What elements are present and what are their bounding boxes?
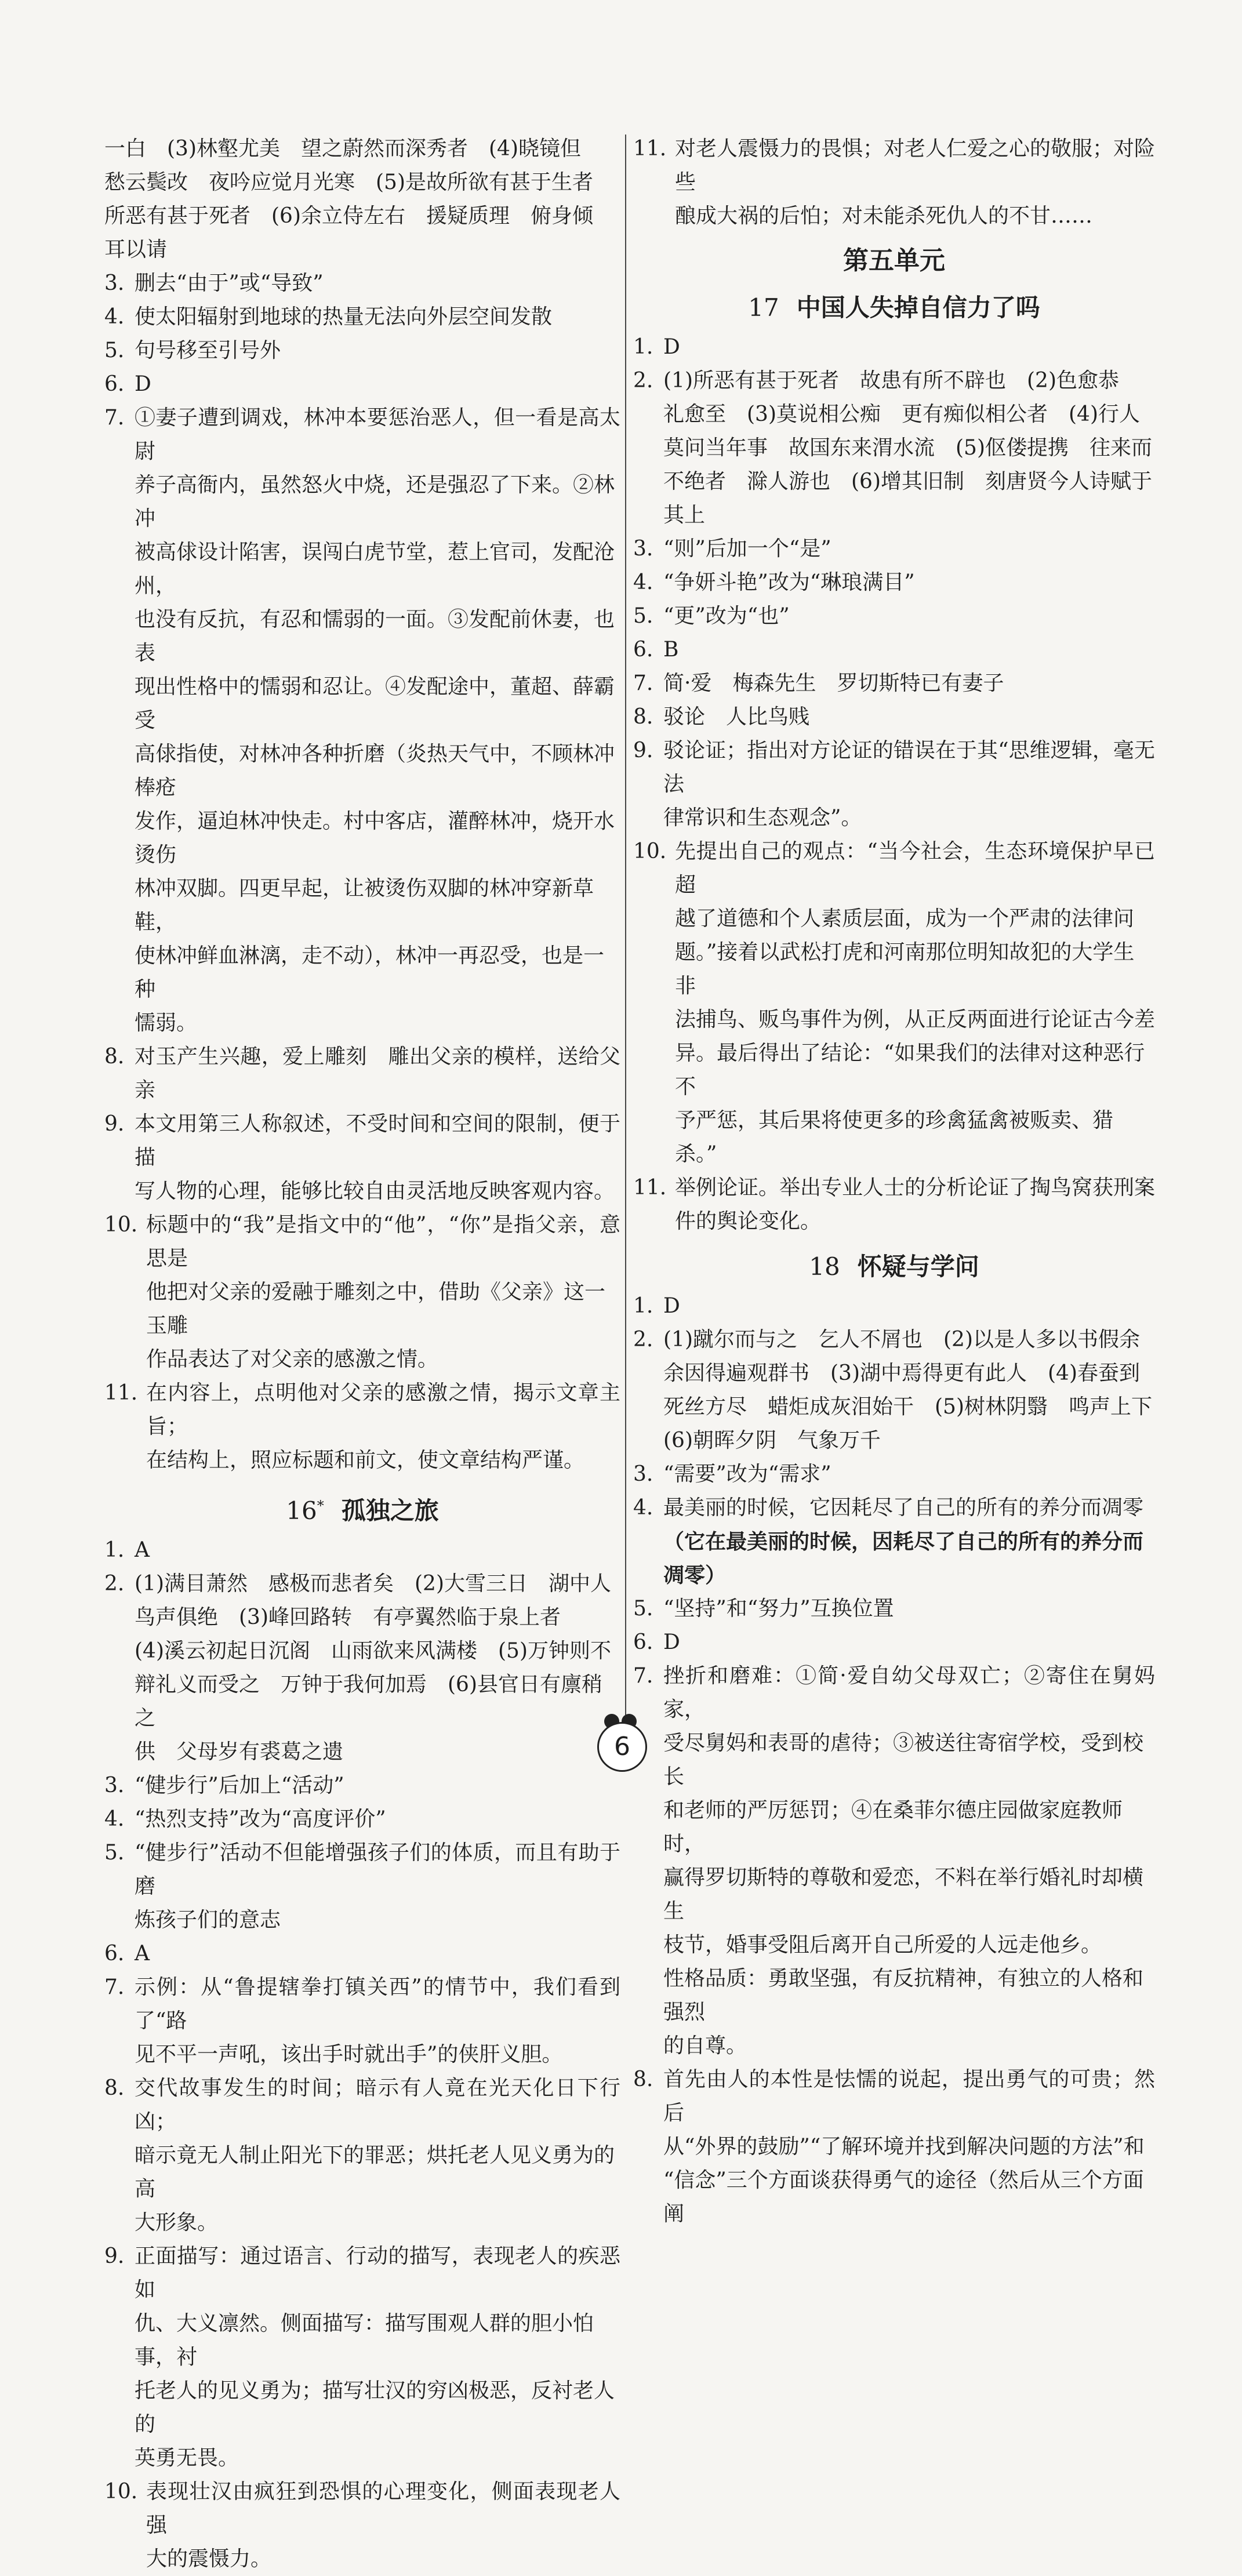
- lesson-title: 孤独之旅: [341, 1496, 439, 1525]
- answer-list: [633, 330, 1155, 1238]
- text-line: 不绝者 滁人游也 (6)增其旧制 刻唐贤今人诗赋于: [663, 470, 1152, 493]
- item-number: 8.: [104, 1045, 125, 1069]
- text-line: 耳以请: [104, 238, 168, 261]
- text-line: 辩礼义而受之 万钟于我何加焉 (6)县官日有廪稍之: [135, 1673, 602, 1730]
- answer-item: [633, 330, 1155, 364]
- text-line: （它在最美丽的时候，因耗尽了自己的所有的养分而: [663, 1529, 1144, 1554]
- text-line: 高俅指使，对林冲各种折磨（炎热天气中，不顾林冲棒疮: [135, 742, 615, 800]
- item-number: 4.: [104, 1807, 125, 1831]
- text-line: 在结构上，照应标题和前文，使文章结构严谨。: [146, 1448, 585, 1472]
- item-number: 1.: [104, 1538, 125, 1562]
- lesson-heading-17: [633, 290, 1155, 326]
- text-line: 句号移至引号外: [135, 339, 281, 362]
- item-number: 2.: [104, 1572, 125, 1596]
- answer-item: [104, 2475, 620, 2576]
- continued-answer: [104, 132, 620, 267]
- item-number: 7.: [104, 406, 125, 430]
- text-line: 标题中的“我”是指文中的“他”，“你”是指父亲，意思是: [146, 1213, 620, 1270]
- text-line: 最美丽的时候，它因耗尽了自己的所有的养分而凋零: [663, 1496, 1144, 1520]
- text-line: 法捕鸟、贩鸟事件为例，从正反两面进行论证古今差: [675, 1008, 1156, 1031]
- answer-item: [104, 401, 620, 1040]
- text-line: 先提出自己的观点：“当今社会，生态环境保护早已超: [675, 840, 1155, 897]
- text-line: (4)溪云初起日沉阁 山雨欲来风满楼 (5)万钟则不: [135, 1639, 611, 1663]
- text-line: 写人物的心理，能够比较自由灵活地反映客观内容。: [135, 1179, 615, 1203]
- answer-list: [104, 267, 620, 1477]
- text-line: 首先由人的本性是怯懦的说起，提出勇气的可贵；然后: [663, 2068, 1155, 2125]
- answer-item: [104, 300, 620, 334]
- item-number: 11.: [633, 137, 667, 161]
- item-number: 4.: [633, 571, 653, 594]
- text-line: 发作，逼迫林冲快走。村中客店，灌醉林冲，烧开水烫伤: [135, 809, 615, 867]
- answer-item: [633, 532, 1155, 566]
- lesson-number: 17: [748, 293, 779, 322]
- item-number: 5.: [104, 1841, 125, 1865]
- column-divider: [625, 135, 626, 1735]
- item-number: 3.: [633, 1462, 653, 1486]
- answer-item: [633, 1323, 1155, 1458]
- item-number: 3.: [633, 537, 653, 561]
- answer-list: [633, 1289, 1155, 2231]
- text-line: 题。”接着以武松打虎和河南那位明知故犯的大学生非: [675, 940, 1135, 998]
- text-line: 异。最后得出了结论：“如果我们的法律对这种恶行不: [675, 1041, 1145, 1099]
- text-line: 使林冲鲜血淋漓，走不动），林冲一再忍受，也是一种: [135, 944, 605, 1001]
- text-line: 大的震慑力。: [146, 2547, 272, 2571]
- answer-item: [633, 835, 1155, 1171]
- item-number: 11.: [104, 1381, 138, 1405]
- text-line: “健步行”活动不但能增强孩子们的体质，而且有助于磨: [135, 1841, 620, 1898]
- answer-item: [633, 566, 1155, 600]
- text-line: ①妻子遭到调戏，林冲本要惩治恶人，但一看是高太尉: [135, 406, 620, 463]
- text-line: 和老师的严厉惩罚；④在桑菲尔德庄园做家庭教师时，: [663, 1799, 1123, 1856]
- answer-item: [633, 132, 1155, 233]
- text-line: 作品表达了对父亲的感激之情。: [146, 1347, 439, 1371]
- answer-item: [104, 1107, 620, 1208]
- unit-title: 第五单元: [843, 246, 945, 275]
- text-line: 交代故事发生的时间；暗示有人竟在光天化日下行凶；: [135, 2076, 620, 2134]
- text-line: 托老人的见义勇为；描写壮汉的穷凶极恶，反衬老人的: [135, 2379, 615, 2436]
- item-number: 10.: [633, 840, 667, 863]
- text-line: “信念”三个方面谈获得勇气的途径（然后从三个方面阐: [663, 2168, 1144, 2226]
- answer-item: [104, 1803, 620, 1836]
- item-number: 9.: [104, 2244, 125, 2268]
- text-line: 驳论证；指出对方论证的错误在于其“思维逻辑，毫无法: [663, 739, 1155, 796]
- right-column: [633, 132, 1155, 2231]
- answer-item: [633, 1626, 1155, 1659]
- text-line: 受尽舅妈和表哥的虐待；③被送往寄宿学校，受到校长: [663, 1731, 1144, 1789]
- item-number: 10.: [104, 2480, 138, 2504]
- text-line: D: [663, 1630, 680, 1654]
- answer-item: [633, 1491, 1155, 1592]
- item-number: 4.: [633, 1496, 653, 1520]
- answer-item: [104, 1567, 620, 1769]
- answer-item: [633, 1289, 1155, 1323]
- lesson-number: 18: [809, 1252, 840, 1281]
- item-number: 5.: [104, 339, 125, 362]
- text-line: 表现壮汉由疯狂到恐惧的心理变化，侧面表现老人强: [146, 2480, 620, 2537]
- text-line: 暗示竟无人制止阳光下的罪恶；烘托老人见义勇为的高: [135, 2143, 615, 2201]
- text-line: 见不平一声吼，该出手时就出手”的侠肝义胆。: [135, 2043, 563, 2066]
- text-line: 对玉产生兴趣，爱上雕刻 雕出父亲的模样，送给父亲: [135, 1045, 620, 1102]
- answer-item: [633, 700, 1155, 734]
- item-number: 7.: [633, 1664, 653, 1688]
- item-number: 6.: [104, 372, 125, 396]
- answer-item: [104, 1836, 620, 1937]
- item-number: 1.: [633, 335, 653, 359]
- item-number: 5.: [633, 604, 653, 628]
- text-line: 其上: [663, 503, 706, 527]
- text-line: 律常识和生态观念”。: [663, 806, 862, 830]
- text-line: 被高俅设计陷害，误闯白虎节堂，惹上官司，发配沧州，: [135, 540, 615, 598]
- item-number: 9.: [104, 1112, 125, 1136]
- item-number: 1.: [633, 1294, 653, 1318]
- lesson-number: 16*: [286, 1496, 324, 1525]
- text-line: D: [135, 372, 151, 396]
- answer-item: [104, 1376, 620, 1477]
- text-line: 现出性格中的懦弱和忍让。④发配途中，董超、薛霸受: [135, 675, 615, 732]
- text-line: “坚持”和“努力”互换位置: [663, 1597, 894, 1621]
- item-number: 8.: [633, 705, 653, 729]
- item-number: 10.: [104, 1213, 138, 1237]
- text-line: “更”改为“也”: [663, 604, 790, 628]
- answer-item: [104, 2072, 620, 2240]
- text-line: “则”后加一个“是”: [663, 537, 831, 561]
- item-number: 6.: [633, 1630, 653, 1654]
- text-line: 莫问当年事 故国东来渭水流 (5)伛偻提携 往来而: [663, 436, 1152, 460]
- text-line: 礼愈至 (3)莫说相公痴 更有痴似相公者 (4)行人: [663, 402, 1140, 426]
- answer-list: [633, 132, 1155, 233]
- text-line: 赢得罗切斯特的尊敬和爱恋，不料在举行婚礼时却横生: [663, 1866, 1144, 1923]
- text-line: 养子高衙内，虽然怒火中烧，还是强忍了下来。②林冲: [135, 473, 615, 531]
- answer-item: [633, 734, 1155, 835]
- text-line: 使太阳辐射到地球的热量无法向外层空间发散: [135, 305, 553, 329]
- item-number: 4.: [104, 305, 125, 329]
- answer-item: [633, 1659, 1155, 2063]
- text-line: 他把对父亲的爱融于雕刻之中，借助《父亲》这一玉雕: [146, 1280, 606, 1338]
- page-number: 6: [597, 1722, 647, 1772]
- text-line: B: [663, 638, 679, 662]
- item-number: 6.: [633, 638, 653, 662]
- answer-list: [104, 1534, 620, 2576]
- text-line: 酿成大祸的后怕；对未能杀死仇人的不甘……: [675, 204, 1093, 228]
- text-line: 林冲双脚。四更早起，让被烫伤双脚的林冲穿新草鞋，: [135, 877, 594, 934]
- text-line: 供 父母岁有裘葛之遗: [135, 1740, 344, 1764]
- text-line: 凋零）: [663, 1563, 727, 1587]
- text-line: 也没有反抗，有忍和懦弱的一面。③发配前休妻，也表: [135, 608, 615, 665]
- lesson-title: 怀疑与学问: [857, 1252, 979, 1281]
- text-line: 举例论证。举出专业人士的分析论证了掏鸟窝获刑案: [675, 1176, 1156, 1200]
- item-number: 7.: [104, 1975, 125, 1999]
- text-line: 驳论 人比鸟贱: [663, 705, 810, 729]
- answer-item: [633, 1458, 1155, 1491]
- answer-item: [633, 2063, 1155, 2231]
- text-line: 大形象。: [135, 2211, 219, 2235]
- answer-item: [104, 1971, 620, 2072]
- answer-item: [104, 368, 620, 401]
- text-line: (1)蹴尔而与之 乞人不屑也 (2)以是人多以书假余: [663, 1328, 1140, 1351]
- item-number: 3.: [104, 271, 125, 295]
- text-line: “需要”改为“需求”: [663, 1462, 831, 1486]
- item-number: 9.: [633, 739, 653, 762]
- answer-item: [633, 1171, 1155, 1238]
- text-line: 在内容上，点明他对父亲的感激之情，揭示文章主旨；: [146, 1381, 620, 1438]
- item-number: 8.: [633, 2068, 653, 2091]
- left-column: [104, 132, 620, 2576]
- item-number: 8.: [104, 2076, 125, 2100]
- text-line: 所恶有甚于死者 (6)余立侍左右 援疑质理 俯身倾: [104, 204, 593, 228]
- answer-item: [633, 1592, 1155, 1626]
- answer-item: [104, 1937, 620, 1971]
- answer-item: [104, 1534, 620, 1567]
- answer-item: [633, 633, 1155, 667]
- text-line: 炼孩子们的意志: [135, 1908, 281, 1932]
- text-line: 对老人震慑力的畏惧；对老人仁爱之心的敬服；对险些: [675, 137, 1156, 194]
- lesson-title: 中国人失掉自信力了吗: [796, 293, 1040, 322]
- text-line: 的自尊。: [663, 2034, 747, 2058]
- page-number-badge: [580, 1710, 661, 1780]
- text-line: A: [135, 1942, 150, 1965]
- text-line: 示例：从“鲁提辖拳打镇关西”的情节中，我们看到了“路: [135, 1975, 620, 2033]
- text-line: 越了道德和个人素质层面，成为一个严肃的法律问: [675, 907, 1135, 931]
- text-line: “健步行”后加上“活动”: [135, 1774, 344, 1797]
- item-number: 3.: [104, 1774, 125, 1797]
- text-line: 件的舆论变化。: [675, 1209, 822, 1233]
- text-line: 性格品质：勇敢坚强，有反抗精神，有独立的人格和强烈: [663, 1967, 1144, 2024]
- text-line: 余因得遍观群书 (3)湖中焉得更有此人 (4)春蚕到: [663, 1361, 1140, 1385]
- text-line: (1)满目萧然 感极而悲者矣 (2)大雪三日 湖中人: [135, 1572, 611, 1596]
- answer-item: [104, 334, 620, 368]
- text-line: (1)所恶有甚于死者 故患有所不辟也 (2)色愈恭: [663, 369, 1119, 393]
- text-line: 简·爱 梅森先生 罗切斯特已有妻子: [663, 671, 1004, 695]
- answer-item: [633, 600, 1155, 633]
- answer-item: [104, 2240, 620, 2475]
- lesson-heading-18: [633, 1249, 1155, 1285]
- answer-item: [104, 1040, 620, 1107]
- text-line: 英勇无畏。: [135, 2446, 239, 2470]
- text-line: 本文用第三人称叙述，不受时间和空间的限制，便于描: [135, 1112, 620, 1169]
- item-number: 5.: [633, 1597, 653, 1621]
- text-line: 愁云鬓改 夜吟应觉月光寒 (5)是故所欲有甚于生者: [104, 170, 593, 194]
- text-line: 死丝方尽 蜡炬成灰泪始干 (5)树林阴翳 鸣声上下: [663, 1395, 1152, 1419]
- text-line: 懦弱。: [135, 1011, 198, 1035]
- item-number: 6.: [104, 1942, 125, 1965]
- text-line: 从“外界的鼓励”“了解环境并找到解决问题的方法”和: [663, 2135, 1145, 2159]
- text-line: A: [135, 1538, 150, 1562]
- text-line: 正面描写：通过语言、行动的描写，表现老人的疾恶如: [135, 2244, 620, 2302]
- item-number: 2.: [633, 1328, 653, 1351]
- item-number: 11.: [633, 1176, 667, 1200]
- text-line: 枝节，婚事受阻后离开自己所爱的人远走他乡。: [663, 1933, 1102, 1957]
- text-line: 予严惩，其后果将使更多的珍禽猛禽被贩卖、猎杀。”: [675, 1109, 1114, 1166]
- text-line: 鸟声俱绝 (3)峰回路转 有亭翼然临于泉上者: [135, 1605, 561, 1629]
- text-line: “争妍斗艳”改为“琳琅满目”: [663, 571, 915, 594]
- item-number: 2.: [633, 369, 653, 393]
- answer-item: [104, 267, 620, 300]
- text-line: 删去“由于”或“导致”: [135, 271, 324, 295]
- answer-item: [104, 1208, 620, 1376]
- item-number: 7.: [633, 671, 653, 695]
- lesson-heading-16: [104, 1488, 620, 1529]
- text-line: D: [663, 1294, 680, 1318]
- text-line: 一白 (3)林壑尤美 望之蔚然而深秀者 (4)晓镜但: [104, 137, 581, 161]
- answer-item: [633, 364, 1155, 532]
- text-line: “热烈支持”改为“高度评价”: [135, 1807, 386, 1831]
- answer-item: [104, 1769, 620, 1803]
- text-line: 挫折和磨难：①简·爱自幼父母双亡；②寄住在舅妈家，: [663, 1664, 1155, 1721]
- answer-item: [633, 667, 1155, 700]
- text-line: 仇、大义凛然。侧面描写：描写围观人群的胆小怕事，衬: [135, 2312, 594, 2369]
- text-line: D: [663, 335, 680, 359]
- text-line: (6)朝晖夕阴 气象万千: [663, 1429, 881, 1452]
